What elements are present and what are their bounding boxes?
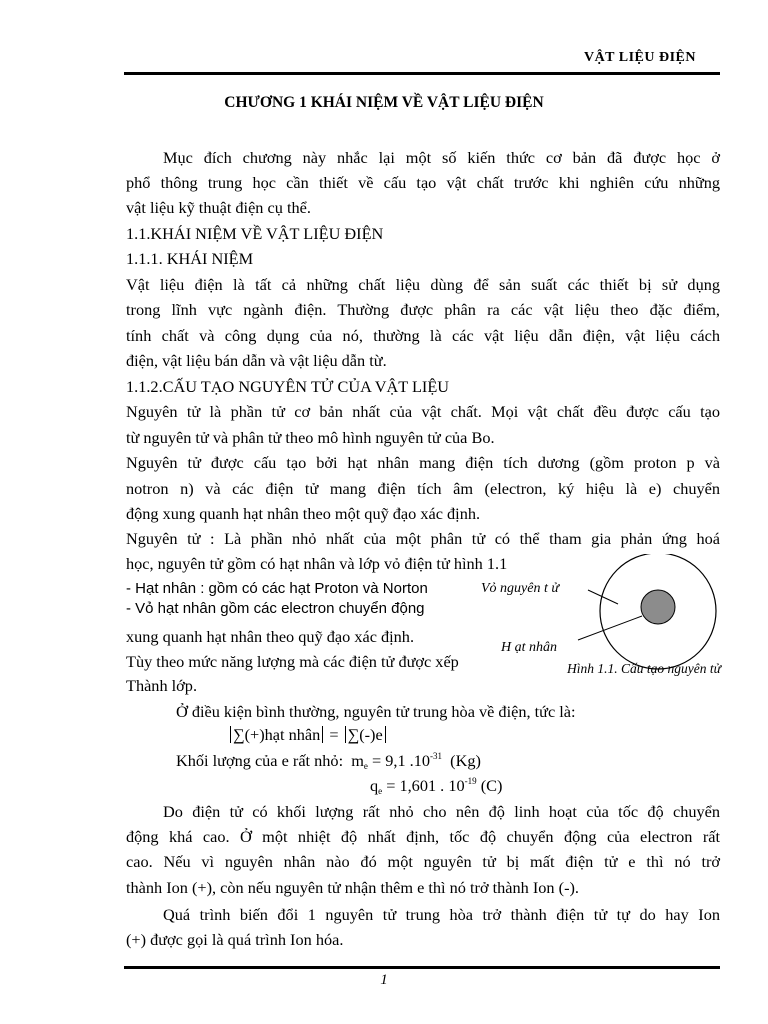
mass-value: = 9,1 .10 <box>371 751 431 770</box>
abs-bar <box>230 726 231 743</box>
atom-line-5: động xung quanh hạt nhân theo một quỹ đạo xác định. <box>126 504 481 523</box>
nucleus-circle <box>641 590 675 624</box>
charge-exponent: -19 <box>464 776 477 786</box>
speed-line-1: Do điện tử có khối lượng rất nhỏ cho nên độ linh hoạt của tốc độ chuyển <box>163 802 720 821</box>
atom-line-2: từ nguyên tử và phân tử theo mô hình nguyên tử của Bo. <box>126 428 495 447</box>
energy-level-line-2: Thành lớp. <box>126 676 198 695</box>
intro-line-1: Mục đích chương này nhắc lại một số kiến thức cơ bản đã được học ở <box>163 148 720 167</box>
abs-bar <box>385 726 386 743</box>
negative-sum: ∑(-)e <box>347 725 383 744</box>
speed-line-3: cao. Nếu vì nguyên nhân nào đó một nguyên tử bị mất điện tử e thì nó trở <box>126 852 720 871</box>
definition-line-2: trong lĩnh vực ngành điện. Thường được phân ra các vật liệu theo đặc điểm, <box>126 300 720 319</box>
mass-unit: (Kg) <box>450 751 481 770</box>
charge-value: = 1,601 . 10 <box>386 776 465 795</box>
ionization-line-2: (+) được gọi là quá trình Ion hóa. <box>126 930 344 949</box>
bullet-nucleus: - Hạt nhân : gồm có các hạt Proton và Norton <box>126 580 428 597</box>
shell-label: Vỏ nguyên t ử <box>481 581 560 596</box>
atom-line-7: học, nguyên tử gồm có hạt nhân và lớp vỏ điện tử hình 1.1 <box>126 554 508 573</box>
electron-charge-line <box>370 774 502 798</box>
chapter-title: CHƯƠNG 1 KHÁI NIỆM VỀ VẬT LIỆU ĐIỆN <box>224 94 544 111</box>
electron-mass-line <box>176 749 481 773</box>
definition-line-3: tính chất và công dụng của nó, thường là các vật liệu dẫn điện, vật liệu cách <box>126 326 720 345</box>
mass-exponent: -31 <box>430 751 443 761</box>
header-rule <box>124 72 720 75</box>
charge-subscript: e <box>378 786 383 796</box>
positive-sum: ∑(+)hạt nhân <box>233 725 321 744</box>
charge-balance-formula <box>228 723 388 747</box>
figure-caption: Hình 1.1. Cấu tạo nguyên tử <box>567 661 721 676</box>
speed-line-2: động khá cao. Ở một nhiệt độ nhất định, tốc độ chuyển động của electron rất <box>126 827 720 846</box>
charge-symbol: q <box>370 776 379 795</box>
atom-line-3: Nguyên tử được cấu tạo bởi hạt nhân mang điện tích dương (gồm proton p và <box>126 453 720 472</box>
mass-subscript: e <box>363 761 368 771</box>
ionization-line-1: Quá trình biến đổi 1 nguyên tử trung hòa trở thành điện tử tự do hay Ion <box>163 905 720 924</box>
mass-symbol: m <box>351 751 364 770</box>
equals-sign: = <box>329 725 339 744</box>
section-heading-1-1-1: 1.1.1. KHÁI NIỆM <box>126 249 254 268</box>
definition-line-4: điện, vật liệu bán dẫn và vật liệu dẫn từ. <box>126 351 387 370</box>
abs-bar <box>345 726 346 743</box>
atom-line-1: Nguyên tử là phần tử cơ bản nhất của vật chất. Mọi vật chất đều được cấu tạo <box>126 402 720 421</box>
speed-line-4: thành Ion (+), còn nếu nguyên tử nhận thêm e thì nó trở thành Ion (-). <box>126 878 579 897</box>
bullet-shell-continued: xung quanh hạt nhân theo quỹ đạo xác định. <box>126 627 415 646</box>
atom-line-4: notron n) và các điện tử mang điện tích âm (electron, ký hiệu là e) chuyển <box>126 479 720 498</box>
neutral-statement: Ở điều kiện bình thường, nguyên tử trung hòa về điện, tức là: <box>176 702 576 721</box>
energy-level-line-1: Tùy theo mức năng lượng mà các điện tử được xếp <box>126 652 459 671</box>
nucleus-pointer-line <box>578 616 642 640</box>
section-heading-1-1-2: 1.1.2.CẤU TẠO NGUYÊN TỬ CỦA VẬT LIỆU <box>126 377 450 396</box>
running-header: VẬT LIỆU ĐIỆN <box>583 50 696 65</box>
section-heading-1-1: 1.1.KHÁI NIỆM VỀ VẬT LIỆU ĐIỆN <box>126 224 384 243</box>
bullet-shell: - Vỏ hạt nhân gồm các electron chuyển động <box>126 600 425 617</box>
abs-bar <box>322 726 323 743</box>
intro-line-2: phổ thông trung học cần thiết về cấu tạo vật chất trước khi nghiên cứu những <box>126 173 720 192</box>
charge-unit: (C) <box>480 776 503 795</box>
nucleus-label: H ạt nhân <box>501 640 557 655</box>
footer-rule <box>124 966 720 969</box>
mass-label: Khối lượng của e rất nhỏ: <box>176 751 344 770</box>
intro-line-3: vật liệu kỹ thuật điện cụ thể. <box>126 198 311 217</box>
page-number: 1 <box>380 972 388 988</box>
atom-line-6: Nguyên tử : Là phần nhỏ nhất của một phân tử có thể tham gia phản ứng hoá <box>126 529 720 548</box>
definition-line-1: Vật liệu điện là tất cả những chất liệu dùng để sản suất các thiết bị sử dụng <box>126 275 720 294</box>
